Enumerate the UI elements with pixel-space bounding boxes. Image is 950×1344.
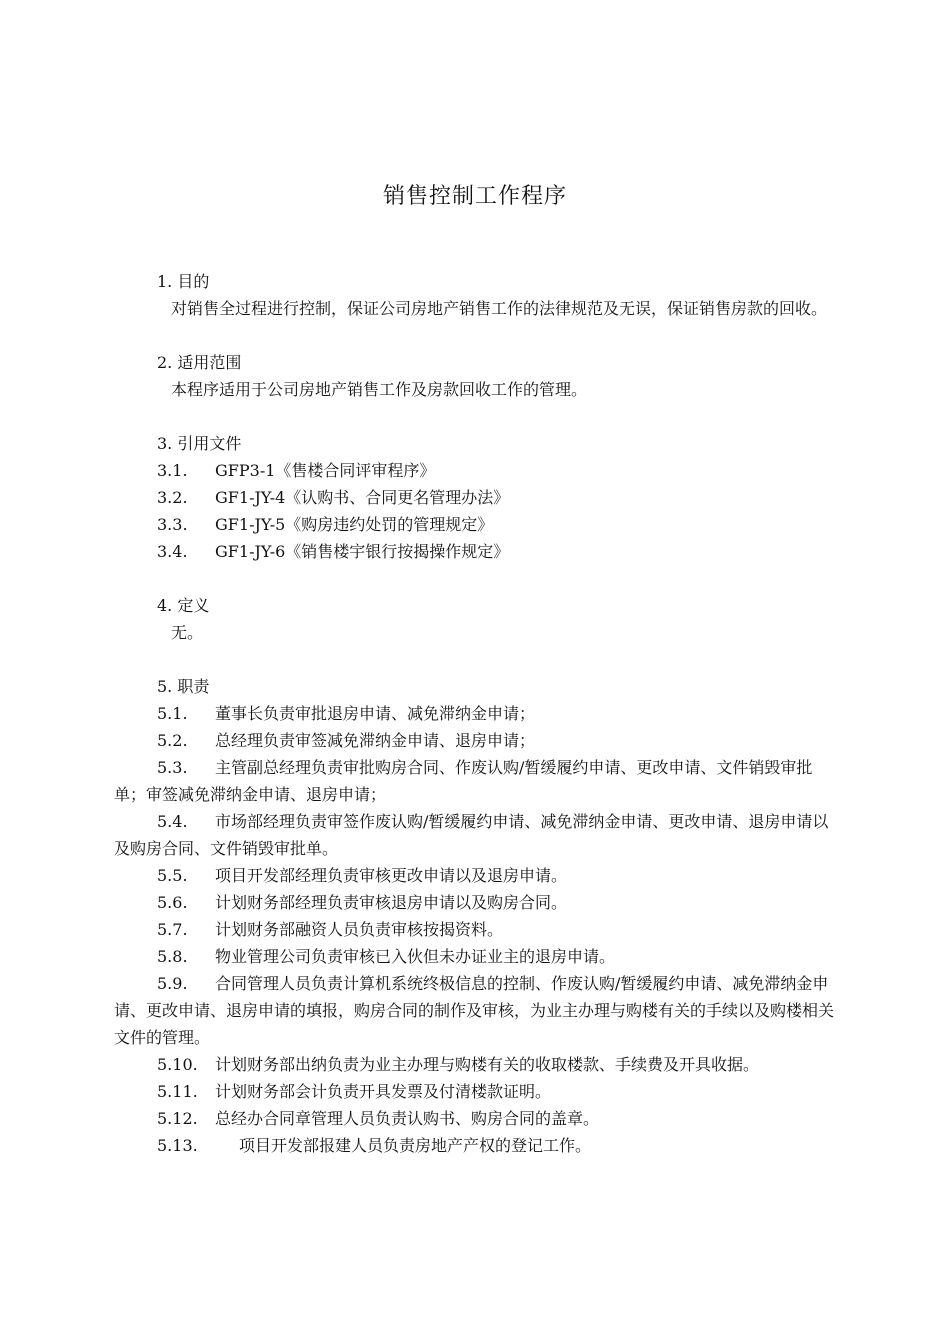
duty-item bbox=[114, 970, 844, 1051]
reference-number: 3.4. bbox=[157, 542, 188, 561]
duty-item bbox=[114, 700, 844, 727]
duty-text: 总经办合同章管理人员负责认购书、购房合同的盖章。 bbox=[215, 1109, 600, 1128]
duty-number: 5.5. bbox=[157, 866, 188, 885]
duty-text: 计划财务部融资人员负责审核按揭资料。 bbox=[215, 920, 504, 939]
document-title: 销售控制工作程序 bbox=[382, 184, 567, 209]
section-heading-purpose: 1. 目的 bbox=[157, 272, 210, 291]
duty-text: 董事长负责审批退房申请、减免滞纳金申请； bbox=[215, 704, 536, 723]
duty-text: 计划财务部经理负责审核退房申请以及购房合同。 bbox=[215, 893, 568, 912]
document-body bbox=[114, 268, 844, 1159]
duty-number: 5.2. bbox=[157, 731, 188, 750]
duty-item bbox=[114, 1051, 844, 1078]
spacer bbox=[114, 646, 844, 673]
section-text-purpose bbox=[114, 295, 844, 322]
duty-item bbox=[114, 862, 844, 889]
duty-item bbox=[114, 808, 844, 862]
duty-text: 计划财务部会计负责开具发票及付清楼款证明。 bbox=[215, 1082, 552, 1101]
section-heading-definition: 4. 定义 bbox=[157, 596, 210, 615]
duty-number: 5.1. bbox=[157, 704, 188, 723]
duty-item bbox=[114, 916, 844, 943]
duty-number: 5.10. bbox=[157, 1055, 198, 1074]
duty-text: 合同管理人员负责计算机系统终极信息的控制、作废认购/暂缓履约申请、减免滞纳金申请、更改申请、退房申请的填报，购房合同的制作及审核，为业主办理与购楼有关的手续以及购楼相关文件的管理。 bbox=[114, 974, 835, 1047]
duty-text: 项目开发部报建人员负责房地产产权的登记工作。 bbox=[239, 1136, 592, 1155]
section-heading-references: 3. 引用文件 bbox=[157, 434, 242, 453]
reference-number: 3.2. bbox=[157, 488, 188, 507]
section-text-scope: 本程序适用于公司房地产销售工作及房款回收工作的管理。 bbox=[171, 380, 588, 399]
section-text-definition: 无。 bbox=[171, 623, 204, 642]
section-heading-scope: 2. 适用范围 bbox=[157, 353, 242, 372]
reference-text: GFP3-1《售楼合同评审程序》 bbox=[215, 461, 436, 480]
duty-number: 5.4. bbox=[157, 812, 188, 831]
duty-number: 5.8. bbox=[157, 947, 188, 966]
duty-text: 市场部经理负责审签作废认购/暂缓履约申请、减免滞纳金申请、更改申请、退房申请以及购房合同、文件销毁审批单。 bbox=[114, 812, 829, 858]
reference-text: GF1-JY-4《认购书、合同更名管理办法》 bbox=[215, 488, 510, 507]
reference-item bbox=[114, 511, 844, 538]
duty-number: 5.13. bbox=[157, 1136, 198, 1155]
reference-number: 3.1. bbox=[157, 461, 188, 480]
duty-number: 5.6. bbox=[157, 893, 188, 912]
reference-text: GF1-JY-6《销售楼宇银行按揭操作规定》 bbox=[215, 542, 510, 561]
duty-number: 5.7. bbox=[157, 920, 188, 939]
reference-number: 3.3. bbox=[157, 515, 188, 534]
reference-text: GF1-JY-5《购房违约处罚的管理规定》 bbox=[215, 515, 494, 534]
duty-item bbox=[114, 754, 844, 808]
reference-item bbox=[114, 457, 844, 484]
duty-text: 项目开发部经理负责审核更改申请以及退房申请。 bbox=[215, 866, 568, 885]
duty-item bbox=[114, 1132, 844, 1159]
duty-item bbox=[114, 943, 844, 970]
duty-text: 总经理负责审签减免滞纳金申请、退房申请； bbox=[215, 731, 536, 750]
duty-number: 5.9. bbox=[157, 974, 188, 993]
duty-text: 计划财务部出纳负责为业主办理与购楼有关的收取楼款、手续费及开具收据。 bbox=[215, 1055, 760, 1074]
duty-number: 5.3. bbox=[157, 758, 188, 777]
reference-item bbox=[114, 538, 844, 565]
reference-item bbox=[114, 484, 844, 511]
duty-number: 5.12. bbox=[157, 1109, 198, 1128]
spacer bbox=[114, 403, 844, 430]
purpose-text: 对销售全过程进行控制，保证公司房地产销售工作的法律规范及无误，保证销售房款的回收。 bbox=[171, 299, 828, 318]
duty-item bbox=[114, 727, 844, 754]
section-heading-duties: 5. 职责 bbox=[157, 677, 210, 696]
spacer bbox=[114, 322, 844, 349]
duty-item bbox=[114, 889, 844, 916]
spacer bbox=[114, 565, 844, 592]
duty-number: 5.11. bbox=[157, 1082, 198, 1101]
duty-text: 主管副总经理负责审批购房合同、作废认购/暂缓履约申请、更改申请、文件销毁审批单；审签减免滞纳金申请、退房申请； bbox=[114, 758, 813, 804]
duty-item bbox=[114, 1078, 844, 1105]
duty-text: 物业管理公司负责审核已入伙但未办证业主的退房申请。 bbox=[215, 947, 616, 966]
duty-item bbox=[114, 1105, 844, 1132]
